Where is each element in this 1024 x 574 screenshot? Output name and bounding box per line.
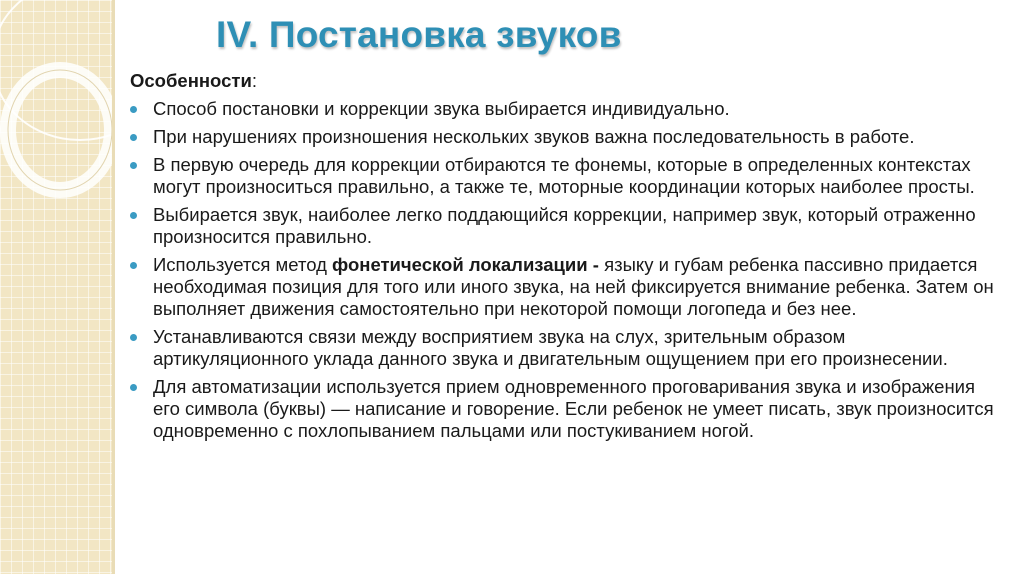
subheading-suffix: : xyxy=(251,70,257,91)
list-item-text: Для автоматизации используется прием одновременного проговаривания звука и изображения его символа (буквы) — написание и говорение. Если ребенок не умеет писать, звук произносится одновременно с похлопыванием пальцами или постукиванием ногой. xyxy=(153,376,994,441)
subheading xyxy=(130,70,1000,92)
list-item xyxy=(130,204,1000,248)
bullet-dot-icon xyxy=(130,212,137,219)
bullet-list xyxy=(130,98,1000,442)
list-item-bold-term: фонетической локализации - xyxy=(332,254,599,275)
decorative-side-panel xyxy=(0,0,112,574)
list-item xyxy=(130,254,1000,320)
list-item-text: При нарушениях произношения нескольких звуков важна последовательность в работе. xyxy=(153,126,915,147)
bullet-dot-icon xyxy=(130,106,137,113)
list-item-text: В первую очередь для коррекции отбираются те фонемы, которые в определенных контекстах могут произноситься правильно, а также те, моторные координации которых наиболее просты. xyxy=(153,154,975,197)
side-panel-edge xyxy=(112,0,115,574)
slide-content xyxy=(130,70,1000,448)
subheading-label: Особенности xyxy=(130,70,252,91)
list-item xyxy=(130,154,1000,198)
list-item-text: Способ постановки и коррекции звука выбирается индивидуально. xyxy=(153,98,730,119)
list-item xyxy=(130,326,1000,370)
bullet-dot-icon xyxy=(130,262,137,269)
bullet-dot-icon xyxy=(130,162,137,169)
list-item xyxy=(130,98,1000,120)
list-item xyxy=(130,126,1000,148)
list-item-text: Устанавливаются связи между восприятием звука на слух, зрительным образом артикуляционного уклада данного звука и двигательным ощущением при его произнесении. xyxy=(153,326,948,369)
slide-title: IV. Постановка звуков xyxy=(216,14,622,55)
bullet-dot-icon xyxy=(130,384,137,391)
list-item-text-before: Используется метод xyxy=(153,254,333,275)
list-item-text-after: языку и губам ребенка пассивно придается необходимая позиция для того или иного звука, на ней фиксируется внимание ребенка. Затем он выполняет движения самостоятельно при некоторой помощи логопеда и без нее. xyxy=(153,254,994,319)
bullet-dot-icon xyxy=(130,334,137,341)
list-item-text: Выбирается звук, наиболее легко поддающийся коррекции, например звук, который отраженно произносится правильно. xyxy=(153,204,976,247)
bullet-dot-icon xyxy=(130,134,137,141)
list-item xyxy=(130,376,1000,442)
decorative-rings xyxy=(0,0,112,574)
